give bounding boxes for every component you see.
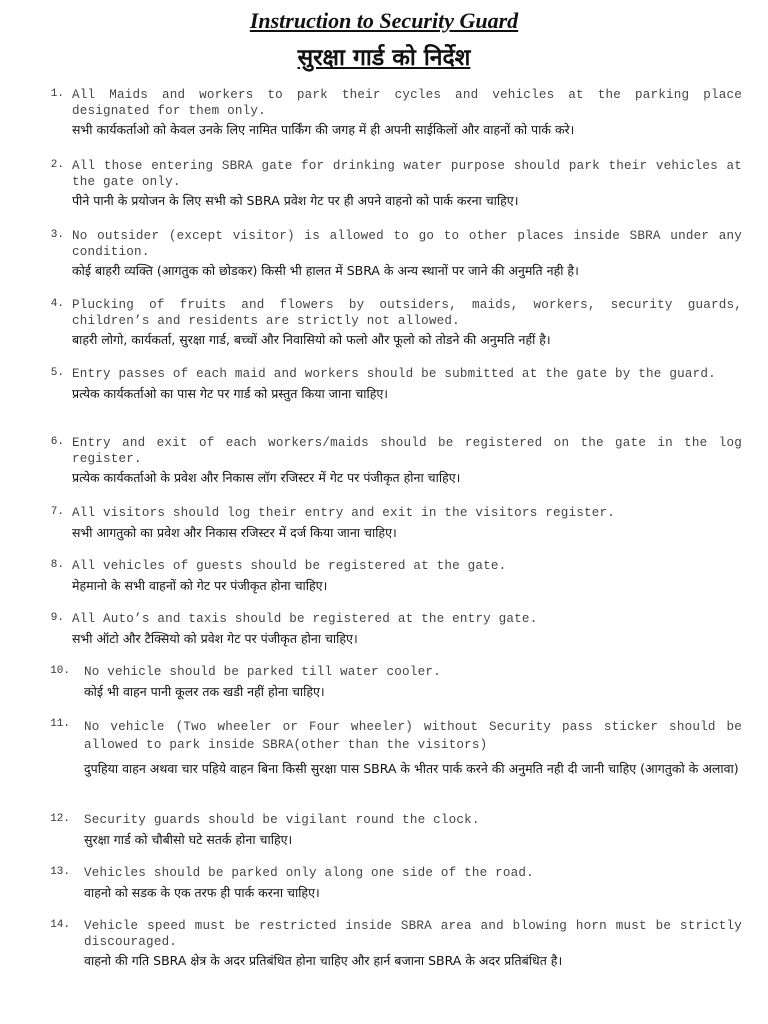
item-text-hindi: वाहनो की गति SBRA क्षेत्र के अदर प्रतिबंधित होना चाहिए और हार्न बजाना SBRA के अदर प्रतिबंधित है। — [84, 953, 563, 968]
item-text-hindi: सुरक्षा गार्ड को चौबीसो घटे सतर्क होना चाहिए। — [84, 831, 293, 847]
item-text-english: No outsider (except visitor) is allowed to go to other places inside SBRA under any condition. — [72, 229, 742, 259]
page-title-english: Instruction to Security Guard — [249, 8, 519, 33]
item-text-hindi: कोई भी वाहन पानी कूलर तक खडी नहीं होना चाहिए। — [84, 683, 325, 699]
item-text-hindi: मेहमानो के सभी वाहनों को गेट पर पंजीकृत होना चाहिए। — [72, 577, 328, 593]
item-text-english: Vehicle speed must be restricted inside SBRA area and blowing horn must be strictly discouraged. — [84, 919, 742, 949]
item-text-hindi: वाहनो को सडक के एक तरफ ही पार्क करना चाहिए। — [84, 884, 320, 900]
item-text-hindi: पीने पानी के प्रयोजन के लिए सभी को SBRA प्रवेश गेट पर ही अपने वाहनो को पार्क करना चाहिए। — [72, 193, 519, 208]
item-text-english: Entry passes of each maid and workers should be submitted at the gate by the guard. — [72, 367, 716, 381]
item-text-hindi: बाहरी लोगो, कार्यकर्ता, सुरक्षा गार्ड, बच्चों और निवासियो को फलो और फूलो को तोडने की अनुमति नहीं है। — [72, 332, 551, 347]
item-text-hindi: सभी कार्यकर्ताओ को केवल उनके लिए नामित पार्किंग की जगह में ही अपनी साईकिलों और वाहनों को पार्क करे। — [72, 122, 575, 137]
item-text-english: Plucking of fruits and flowers by outsiders, maids, workers, security guards, children’s and residents are strictly not allowed. — [72, 298, 742, 328]
item-text-english: Security guards should be vigilant round the clock. — [84, 813, 480, 827]
item-number: 1. — [50, 88, 64, 100]
item-text-english: No vehicle (Two wheeler or Four wheeler) without Security pass sticker should be allowed to park inside SBRA(other than the visitors) — [84, 720, 742, 752]
item-number: 11. — [50, 718, 70, 730]
item-number: 14. — [50, 919, 70, 931]
item-text-english: All Auto’s and taxis should be registered at the entry gate. — [72, 612, 538, 626]
item-text-hindi: दुपहिया वाहन अथवा चार पहिये वाहन बिना किसी सुरक्षा पास SBRA के भीतर पार्क करने की अनुमति नही दी जानी चाहिए (आगतुको के अलावा) — [84, 761, 739, 776]
item-text-english: All those entering SBRA gate for drinking water purpose should park their vehicles at the gate only. — [72, 159, 742, 189]
item-number: 6. — [50, 436, 64, 448]
item-text-hindi: प्रत्येक कार्यकर्ताओ के प्रवेश और निकास लॉग रजिस्टर में गेट पर पंजीकृत होना चाहिए। — [72, 470, 461, 485]
item-text-english: All vehicles of guests should be registered at the gate. — [72, 559, 507, 573]
item-number: 4. — [50, 298, 64, 310]
item-text-english: Entry and exit of each workers/maids should be registered on the gate in the log register. — [72, 436, 742, 466]
item-number: 8. — [50, 559, 64, 571]
item-text-english: Vehicles should be parked only along one side of the road. — [84, 866, 534, 880]
page-title-hindi: सुरक्षा गार्ड को निर्देश — [297, 45, 471, 71]
item-number: 2. — [50, 159, 64, 171]
item-number: 13. — [50, 866, 70, 878]
item-number: 7. — [50, 506, 64, 518]
item-text-english: All Maids and workers to park their cycles and vehicles at the parking place designated for them only. — [72, 88, 742, 118]
item-number: 10. — [50, 665, 70, 677]
item-text-english: No vehicle should be parked till water cooler. — [84, 665, 441, 679]
item-text-hindi: सभी आगतुको का प्रवेश और निकास रजिस्टर में दर्ज किया जाना चाहिए। — [72, 524, 397, 540]
item-number: 9. — [50, 612, 64, 624]
item-number: 5. — [50, 367, 64, 379]
item-number: 3. — [50, 229, 64, 241]
item-text-hindi: सभी ऑटो और टैक्सियो को प्रवेश गेट पर पंजीकृत होना चाहिए। — [72, 630, 358, 646]
item-text-hindi: प्रत्येक कार्यकर्ताओ का पास गेट पर गार्ड को प्रस्तुत किया जाना चाहिए। — [72, 385, 389, 401]
item-text-english: All visitors should log their entry and exit in the visitors register. — [72, 506, 616, 520]
item-text-hindi: कोई बाहरी व्यक्ति (आगतुक को छोडकर) किसी भी हालत में SBRA के अन्य स्थानों पर जाने की अनुमति नही है। — [72, 263, 579, 278]
item-number: 12. — [50, 813, 70, 825]
